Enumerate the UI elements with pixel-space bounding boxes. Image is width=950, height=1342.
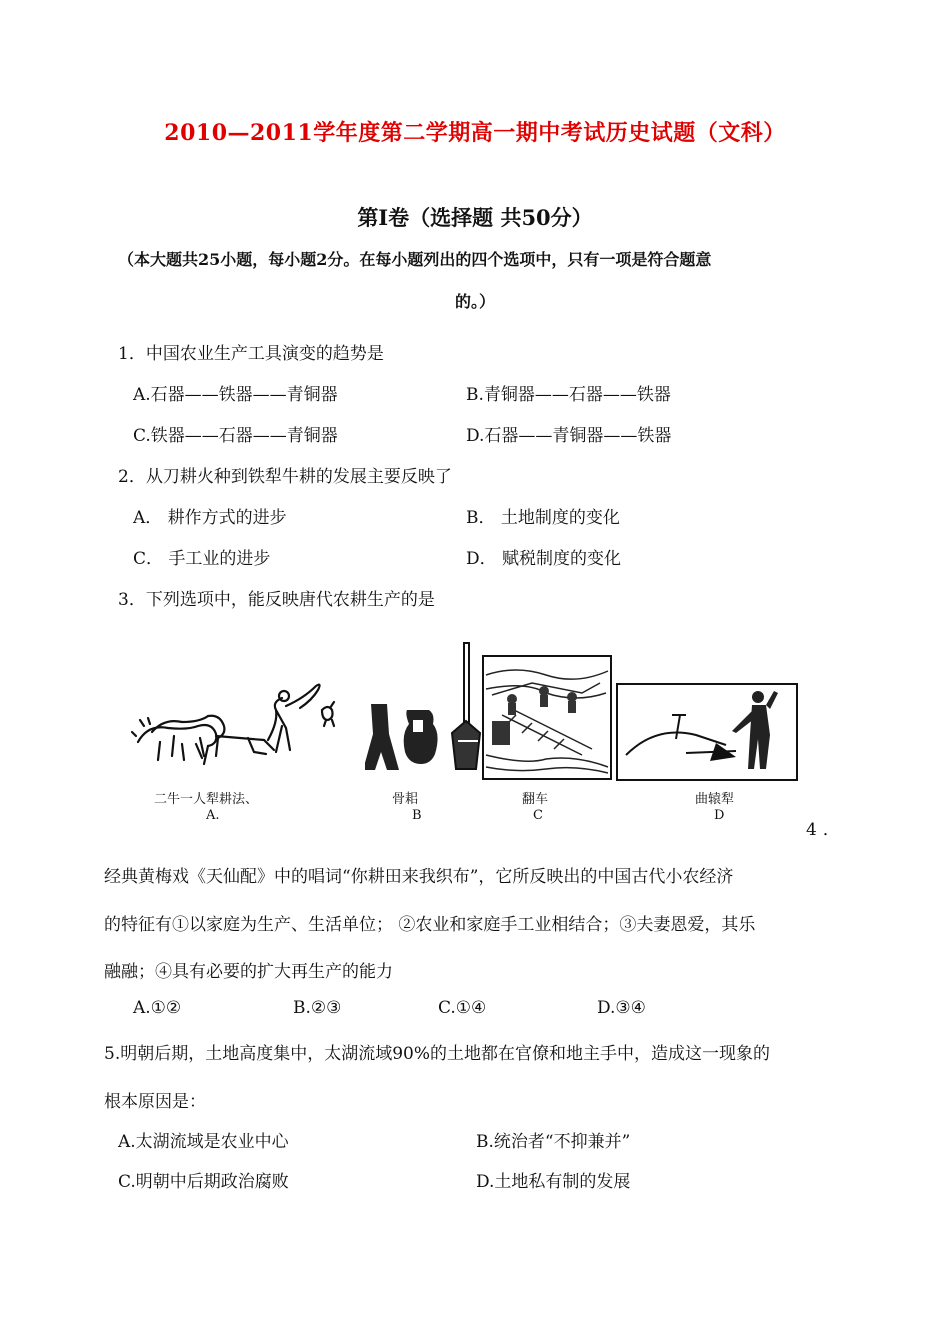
q4-line-1: 经典黄梅戏《天仙配》中的唱词“你耕田来我织布”，它所反映出的中国古代小农经济 bbox=[104, 867, 734, 887]
q1-option-d: D.石器——青铜器——铁器 bbox=[466, 426, 672, 446]
square-pallet-pump-illustration bbox=[482, 655, 612, 780]
instructions-line-1: （本大题共25小题，每小题2分。在每小题列出的四个选项中，只有一项是符合题意 bbox=[118, 250, 712, 269]
q2-stem: 2．从刀耕火种到铁犁牛耕的发展主要反映了 bbox=[118, 467, 452, 487]
bone-spade-illustration bbox=[365, 700, 445, 780]
q3-stem: 3．下列选项中，能反映唐代农耕生产的是 bbox=[118, 590, 435, 610]
q5-line-1: 5.明朝后期，土地高度集中，太湖流域90%的土地都在官僚和地主手中，造成这一现象的 bbox=[104, 1044, 771, 1064]
section-heading: 第Ⅰ卷（选择题 共50分） bbox=[357, 205, 593, 230]
q5-option-c: C.明朝中后期政治腐败 bbox=[118, 1172, 289, 1192]
q2-option-d: D． 赋税制度的变化 bbox=[466, 549, 622, 569]
q5-option-b: B.统治者“不抑兼并” bbox=[476, 1132, 631, 1152]
q4-option-d: D.③④ bbox=[597, 998, 646, 1018]
q4-option-c: C.①④ bbox=[438, 998, 487, 1018]
q4-line-2: 的特征有①以家庭为生产、生活单位； ②农业和家庭手工业相结合；③夫妻恩爱，其乐 bbox=[104, 915, 756, 935]
q4-option-a: A.①② bbox=[133, 998, 182, 1018]
q1-option-b: B.青铜器——石器——铁器 bbox=[466, 385, 671, 405]
exam-title: 2010—2011学年度第二学期高一期中考试历史试题（文科） bbox=[164, 120, 786, 146]
letter-d: D bbox=[714, 808, 725, 823]
q2-option-a: A． 耕作方式的进步 bbox=[133, 508, 287, 528]
instructions-line-2: 的。） bbox=[454, 292, 495, 311]
q2-option-c: C． 手工业的进步 bbox=[133, 549, 271, 569]
caption-c: 翻车 bbox=[522, 792, 549, 807]
q2-option-b: B． 土地制度的变化 bbox=[466, 508, 620, 528]
letter-c: C bbox=[533, 808, 543, 823]
letter-b: B bbox=[412, 808, 422, 823]
curved-shaft-plough-illustration bbox=[616, 683, 798, 781]
q5-option-a: A.太湖流域是农业中心 bbox=[118, 1132, 289, 1152]
caption-a: 二牛一人犁耕法、 bbox=[154, 792, 259, 807]
q3-figure bbox=[130, 635, 800, 830]
q5-option-d: D.土地私有制的发展 bbox=[476, 1172, 631, 1192]
q4-line-3: 融融；④具有必要的扩大再生产的能力 bbox=[104, 962, 393, 982]
ox-plough-illustration bbox=[130, 680, 345, 780]
q1-stem: 1．中国农业生产工具演变的趋势是 bbox=[118, 344, 384, 364]
q4-option-b: B.②③ bbox=[293, 998, 342, 1018]
q5-line-2: 根本原因是： bbox=[104, 1092, 206, 1112]
q1-option-c: C.铁器——石器——青铜器 bbox=[133, 426, 338, 446]
caption-d: 曲辕犁 bbox=[695, 792, 735, 807]
caption-b: 骨耜 bbox=[392, 792, 419, 807]
q4-number: 4． bbox=[806, 820, 846, 840]
q1-option-a: A.石器——铁器——青铜器 bbox=[133, 385, 338, 405]
letter-a: A. bbox=[206, 808, 220, 823]
